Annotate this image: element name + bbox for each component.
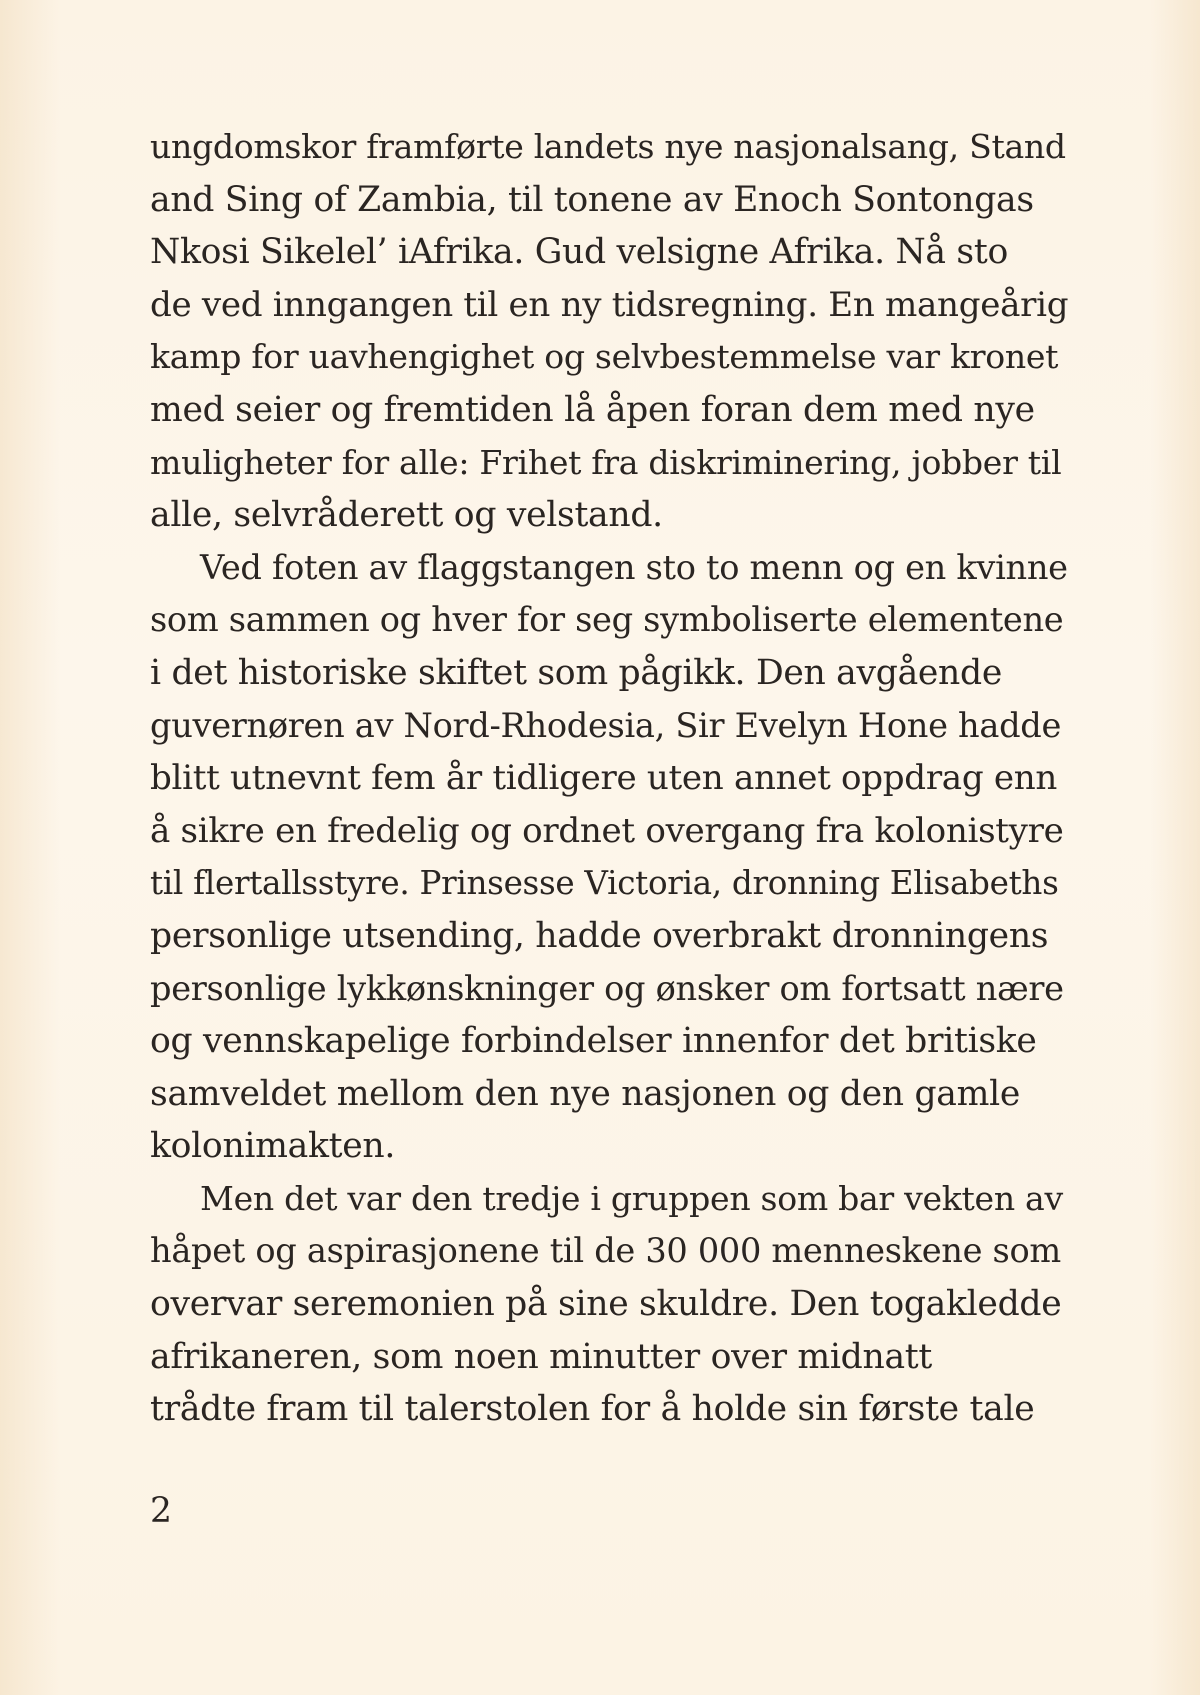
text-line: samveldet mellom den nye nasjonen og den gamle — [150, 1073, 1021, 1114]
text-line: håpet og aspirasjonene til de 30 000 menneskene som — [150, 1231, 1061, 1271]
text-line: overvar seremonien på sine skuldre. Den togakledde — [150, 1284, 1062, 1325]
text-line: afrikaneren, som noen minutter over midnatt — [150, 1336, 932, 1377]
text-line: ungdomskor framførte landets nye nasjonalsang, Stand — [150, 127, 1066, 166]
text-line: som sammen og hver for seg symboliserte elementene — [150, 600, 1064, 640]
text-line: muligheter for alle: Frihet fra diskriminering, jobber til — [150, 442, 1062, 482]
text-line: Nkosi Sikelel’ iAfrika. Gud velsigne Afrika. Nå sto — [150, 232, 1008, 273]
text-line: kolonimakten. — [150, 1126, 396, 1167]
text-line: med seier og fremtiden lå åpen foran dem med nye — [150, 389, 1035, 430]
text-line: Men det var den tredje i gruppen som bar vekten av — [200, 1178, 1063, 1218]
body-text — [150, 121, 1070, 1436]
text-line: alle, selvråderett og velstand. — [150, 495, 663, 536]
text-line: personlige utsending, hadde overbrakt dronningens — [150, 915, 1049, 956]
text-line: å sikre en fredelig og ordnet overgang fra kolonistyre — [150, 810, 1064, 851]
text-line: and Sing of Zambia, til tonene av Enoch Sontongas — [150, 179, 1034, 220]
page-number: 2 — [150, 1491, 172, 1531]
text-line: Ved foten av flaggstangen sto to menn og en kvinne — [200, 547, 1068, 587]
text-line: i det historiske skiftet som pågikk. Den avgående — [150, 652, 1003, 693]
text-line: trådte fram til talerstolen for å holde sin første tale — [150, 1389, 1035, 1430]
text-line: de ved inngangen til en ny tidsregning. En mangeårig — [150, 284, 1069, 325]
text-line: personlige lykkønskninger og ønsker om fortsatt nære — [150, 968, 1064, 1008]
text-line: og vennskapelige forbindelser innenfor det britiske — [150, 1021, 1037, 1062]
text-line: blitt utnevnt fem år tidligere uten annet oppdrag enn — [150, 758, 1058, 799]
text-line: kamp for uavhengighet og selvbestemmelse var kronet — [150, 337, 1059, 377]
text-line: til flertallsstyre. Prinsesse Victoria, dronning Elisabeths — [150, 864, 1059, 903]
text-line: guvernøren av Nord-Rhodesia, Sir Evelyn Hone hadde — [150, 705, 1062, 745]
